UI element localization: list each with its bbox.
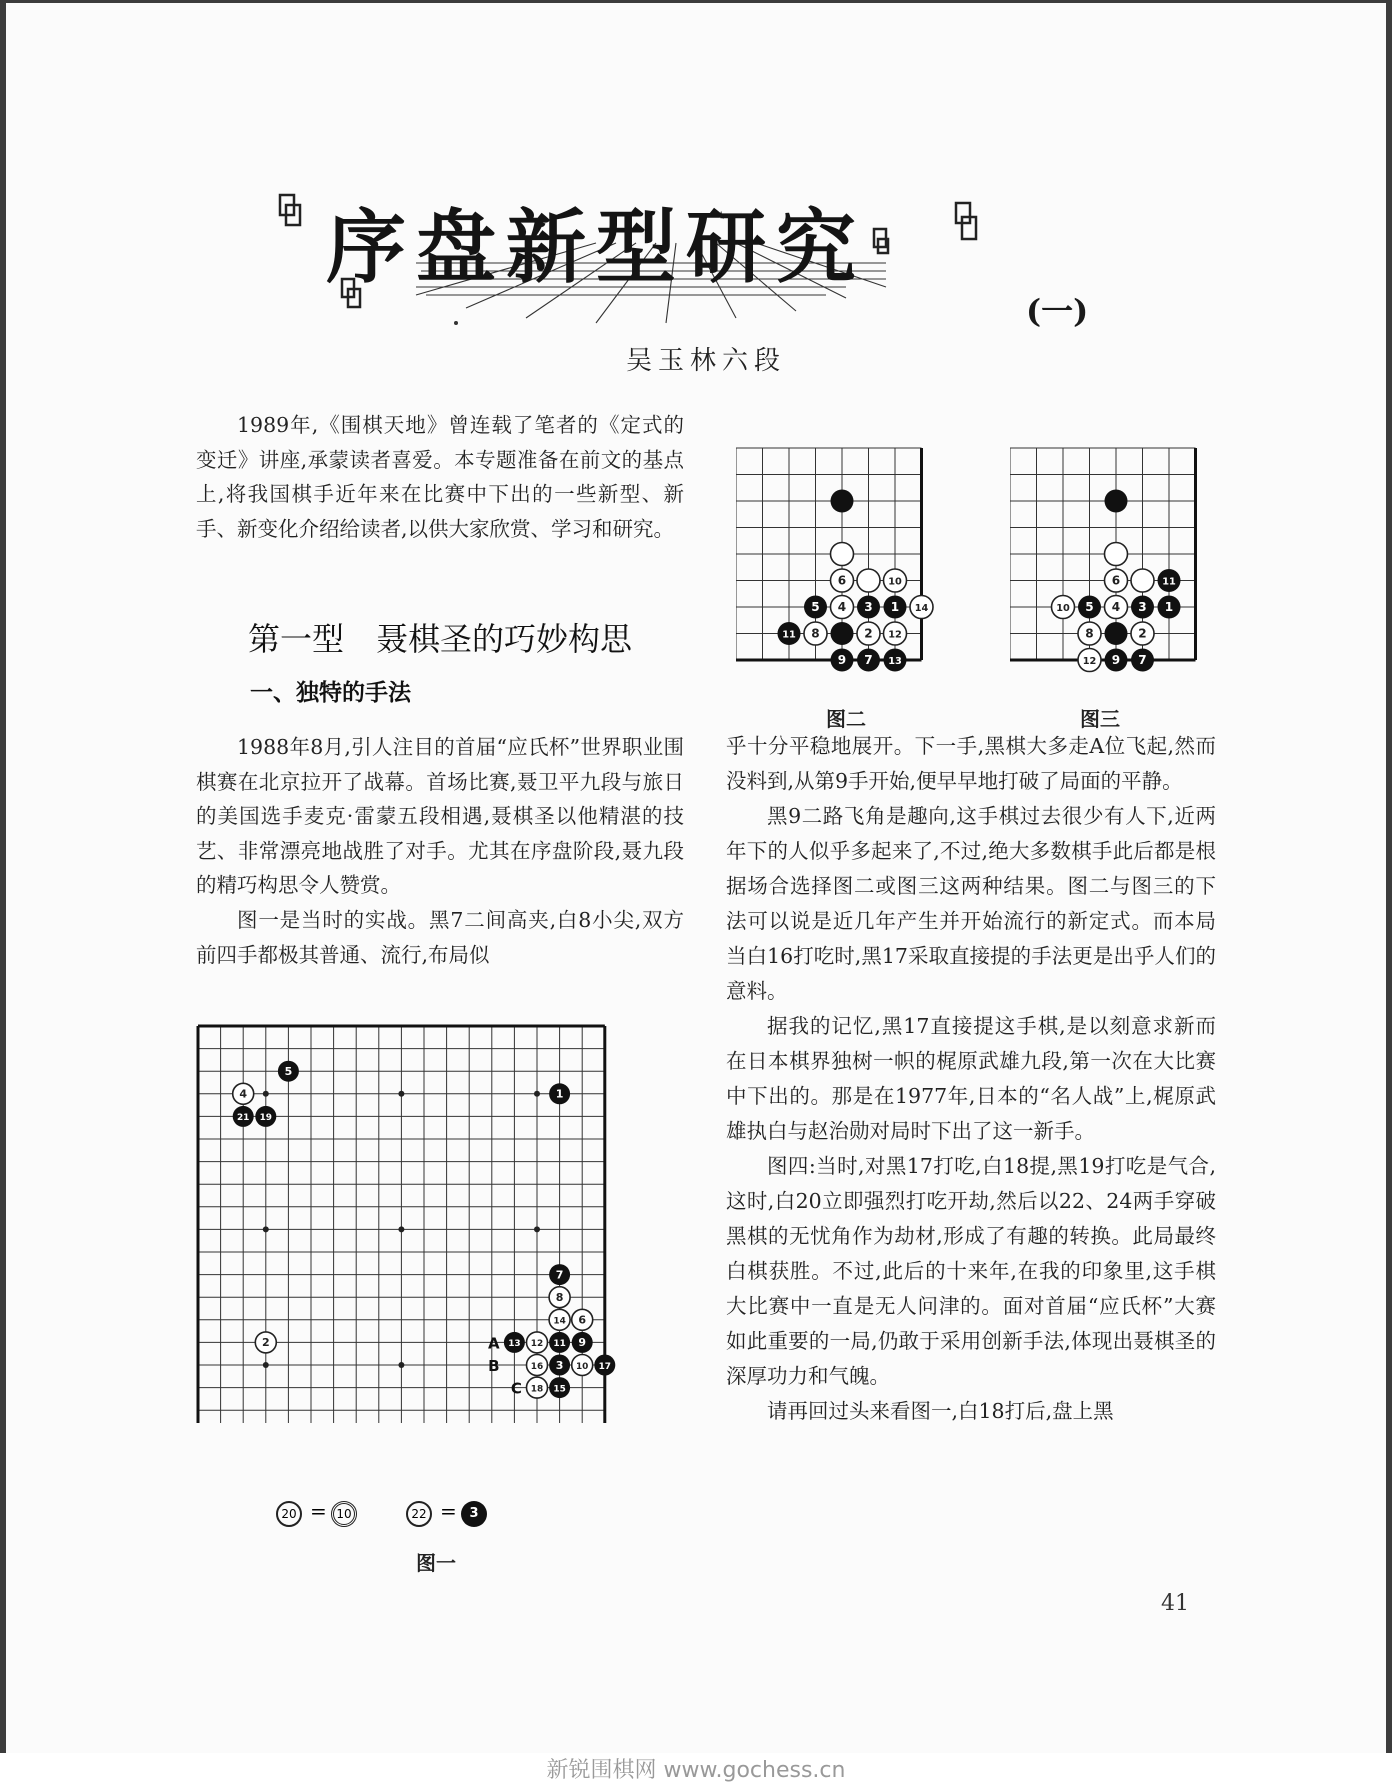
move-number: 5 — [811, 600, 820, 615]
paragraph: 1988年8月,引人注目的首届“应氏杯”世界职业围棋赛在北京拉开了战幕。首场比赛,聂卫平九段与旅日的美国选手麦克·雷蒙五段相遇,聂棋圣以他精湛的技艺、非常漂亮地战胜了对手。尤其在序盘阶段,聂九段的精巧构思令人赞赏。 — [196, 735, 684, 898]
black-stone — [572, 1332, 593, 1353]
move-number: 8 — [555, 1290, 564, 1304]
move-number: 12 — [1082, 656, 1097, 668]
section-heading: 第一型 聂棋圣的巧妙构思 — [248, 620, 633, 658]
move-number: 21 — [236, 1113, 250, 1124]
move-number: 6 — [1111, 573, 1121, 588]
intro-paragraph: 1989年,《围棋天地》曾连载了笔者的《定式的变迁》讲座,承蒙读者喜爱。本专题准备在前文的基点上,将我国棋手近年来在比赛中下出的一些新型、新手、新变化介绍给读者,以供大家欣赏、学习和研究。 — [196, 413, 684, 541]
move-number: 2 — [1138, 626, 1147, 641]
move-number: 3 — [1138, 600, 1147, 615]
move-number: 12 — [888, 629, 902, 641]
white-stone — [233, 1083, 254, 1104]
move-number: 4 — [837, 600, 847, 615]
star-point — [263, 1226, 269, 1232]
move-number: 7 — [864, 653, 873, 668]
move-number: 10 — [575, 1361, 589, 1372]
move-number: 9 — [1111, 653, 1121, 668]
move-number: 7 — [555, 1268, 564, 1282]
move-number: 1 — [1164, 600, 1174, 615]
move-number: 3 — [555, 1358, 564, 1372]
black-stone — [1158, 569, 1181, 592]
white-stone — [884, 569, 907, 592]
white-stone — [831, 543, 854, 566]
white-stone — [884, 622, 907, 645]
black-stone — [549, 1264, 570, 1285]
white-stone — [572, 1355, 593, 1376]
move-number: 15 — [553, 1384, 566, 1395]
paragraph: 黑9二路飞角是趣向,这手棋过去很少有人下,近两年下的人似乎多起来了,不过,绝大多数棋手此后都是根据场合选择图二或图三这两种结果。图二与图三的下法可以说是近几年产生并开始流行的新定式。而本局当白16打吃时,黑17采取直接提的手法更是出乎人们的意料。 — [726, 804, 1216, 1003]
white-stone — [831, 569, 854, 592]
move-number: 1 — [890, 600, 900, 615]
move-number: 16 — [530, 1361, 544, 1372]
page-number: 41 — [1161, 1591, 1189, 1616]
move-number: 1 — [555, 1087, 564, 1101]
white-stone — [527, 1332, 548, 1353]
move-number: 4 — [239, 1087, 248, 1101]
white-stone — [549, 1287, 570, 1308]
paragraph: 乎十分平稳地展开。下一手,黑棋大多走A位飞起,然而没料到,从第9手开始,便早早地打破了局面的平静。 — [726, 734, 1216, 793]
white-stone — [857, 622, 880, 645]
point-label: A — [487, 1334, 500, 1353]
section-subheading: 一、独特的手法 — [250, 680, 411, 706]
move-number: 11 — [782, 629, 796, 641]
point-label: C — [510, 1379, 522, 1398]
move-number: 5 — [1085, 600, 1094, 615]
move-number: 6 — [578, 1313, 587, 1327]
white-stone — [1105, 543, 1128, 566]
move-number: 8 — [811, 626, 820, 641]
move-number: 12 — [530, 1339, 544, 1350]
move-number: 3 — [864, 600, 873, 615]
black-stone — [831, 490, 854, 513]
white-stone — [527, 1377, 548, 1398]
note-stone-white: 10 — [331, 1501, 357, 1527]
white-stone — [1131, 569, 1154, 592]
white-stone — [1078, 649, 1101, 672]
point-label: B — [488, 1357, 500, 1375]
watermark-footer: 新锐围棋网 www.gochess.cn — [0, 1753, 1392, 1789]
move-number: 5 — [284, 1064, 293, 1078]
black-stone — [1078, 596, 1101, 619]
black-stone — [255, 1106, 276, 1127]
black-stone — [233, 1106, 254, 1127]
move-number: 9 — [837, 653, 847, 668]
move-number: 10 — [888, 576, 902, 588]
intro-block — [196, 408, 684, 546]
note-stone-white: 20 — [276, 1501, 302, 1527]
white-stone — [255, 1332, 276, 1353]
white-stone — [549, 1309, 570, 1330]
white-stone — [831, 596, 854, 619]
figure-3-caption: 图三 — [1080, 707, 1120, 731]
move-number: 13 — [888, 656, 902, 668]
black-stone — [549, 1332, 570, 1353]
move-number: 4 — [1111, 600, 1121, 615]
white-stone — [1105, 569, 1128, 592]
black-stone — [504, 1332, 525, 1353]
black-stone — [1105, 490, 1128, 513]
white-stone — [910, 596, 933, 619]
article-title: 序盘新型研究 — [326, 200, 866, 294]
move-number: 17 — [598, 1361, 612, 1372]
deco-square-3 — [874, 229, 888, 253]
white-stone — [1052, 596, 1075, 619]
note-stone-white: 22 — [406, 1501, 432, 1527]
black-stone — [1131, 596, 1154, 619]
part-number: (一) — [1026, 292, 1089, 330]
move-number: 9 — [578, 1336, 587, 1350]
move-number: 14 — [553, 1316, 566, 1327]
star-point — [534, 1091, 540, 1097]
black-stone — [278, 1061, 299, 1082]
move-number: 18 — [530, 1384, 544, 1395]
scanned-page — [6, 3, 1386, 1753]
star-point — [263, 1091, 269, 1097]
move-number: 2 — [261, 1336, 270, 1350]
white-stone — [804, 622, 827, 645]
white-stone — [1105, 596, 1128, 619]
move-number: 11 — [1162, 576, 1176, 588]
black-stone — [831, 649, 854, 672]
black-stone — [804, 596, 827, 619]
white-stone — [1078, 622, 1101, 645]
star-point — [398, 1226, 404, 1232]
black-stone — [831, 622, 854, 645]
figure-1-board — [196, 1023, 686, 1423]
move-number: 13 — [508, 1339, 521, 1350]
board-grid — [1010, 448, 1196, 660]
white-stone — [572, 1309, 593, 1330]
star-point — [534, 1226, 540, 1232]
move-number: 8 — [1085, 626, 1094, 641]
paragraph: 图四:当时,对黑17打吃,白18提,黑19打吃是气合,这时,白20立即强烈打吃开劫,然后以22、24两手穿破黑棋的无忧角作为劫材,形成了有趣的转换。此局最终白棋获胜。不过,此后的十来年,在我的印象里,这手棋大比赛中一直是无人问津的。面对首届“应氏杯”大赛如此重要的一局,仍敢于采用创新手法,体现出聂棋圣的深厚功力和气魄。 — [726, 1154, 1216, 1388]
white-stone — [1131, 622, 1154, 645]
black-stone — [857, 596, 880, 619]
black-stone — [884, 596, 907, 619]
move-number: 19 — [259, 1113, 273, 1124]
move-number: 11 — [553, 1339, 566, 1350]
black-stone — [549, 1355, 570, 1376]
black-stone — [1105, 622, 1128, 645]
move-number: 7 — [1138, 653, 1147, 668]
figure-2-board — [736, 443, 956, 691]
black-stone — [594, 1355, 615, 1376]
black-stone — [549, 1083, 570, 1104]
note-stone-black: 3 — [461, 1501, 487, 1527]
right-column-text — [726, 729, 1216, 1429]
white-stone — [527, 1355, 548, 1376]
white-stone — [857, 569, 880, 592]
move-number: 14 — [914, 603, 929, 615]
paragraph: 图一是当时的实战。黑7二间高夹,白8小尖,双方前四手都极其普通、流行,布局似 — [196, 907, 684, 967]
figure-1-notes — [276, 1501, 536, 1531]
left-column-text — [196, 730, 684, 972]
star-point — [398, 1362, 404, 1368]
black-stone — [1105, 649, 1128, 672]
black-stone — [778, 622, 801, 645]
figure-2-caption: 图二 — [826, 707, 866, 731]
figure-3-board — [1010, 443, 1230, 691]
black-stone — [884, 649, 907, 672]
note-equals: = — [440, 1499, 457, 1523]
black-stone — [857, 649, 880, 672]
paragraph: 请再回过头来看图一,白18打后,盘上黑 — [767, 1399, 1114, 1423]
figure-1-caption: 图一 — [416, 1551, 456, 1575]
move-number: 2 — [864, 626, 873, 641]
black-stone — [1131, 649, 1154, 672]
black-stone — [1158, 596, 1181, 619]
note-equals: = — [310, 1499, 327, 1523]
paragraph: 据我的记忆,黑17直接提这手棋,是以刻意求新而在日本棋界独树一帜的梶原武雄九段,第一次在大比赛中下出的。那是在1977年,日本的“名人战”上,梶原武雄执白与赵治勋对局时下出了这一新手。 — [726, 1014, 1216, 1143]
star-point — [263, 1362, 269, 1368]
deco-square-4 — [956, 203, 976, 239]
black-stone — [549, 1377, 570, 1398]
move-number: 6 — [837, 573, 847, 588]
author: 吴玉林六段 — [626, 346, 787, 376]
move-number: 10 — [1056, 603, 1070, 615]
deco-square-1 — [280, 195, 300, 225]
star-point — [398, 1091, 404, 1097]
